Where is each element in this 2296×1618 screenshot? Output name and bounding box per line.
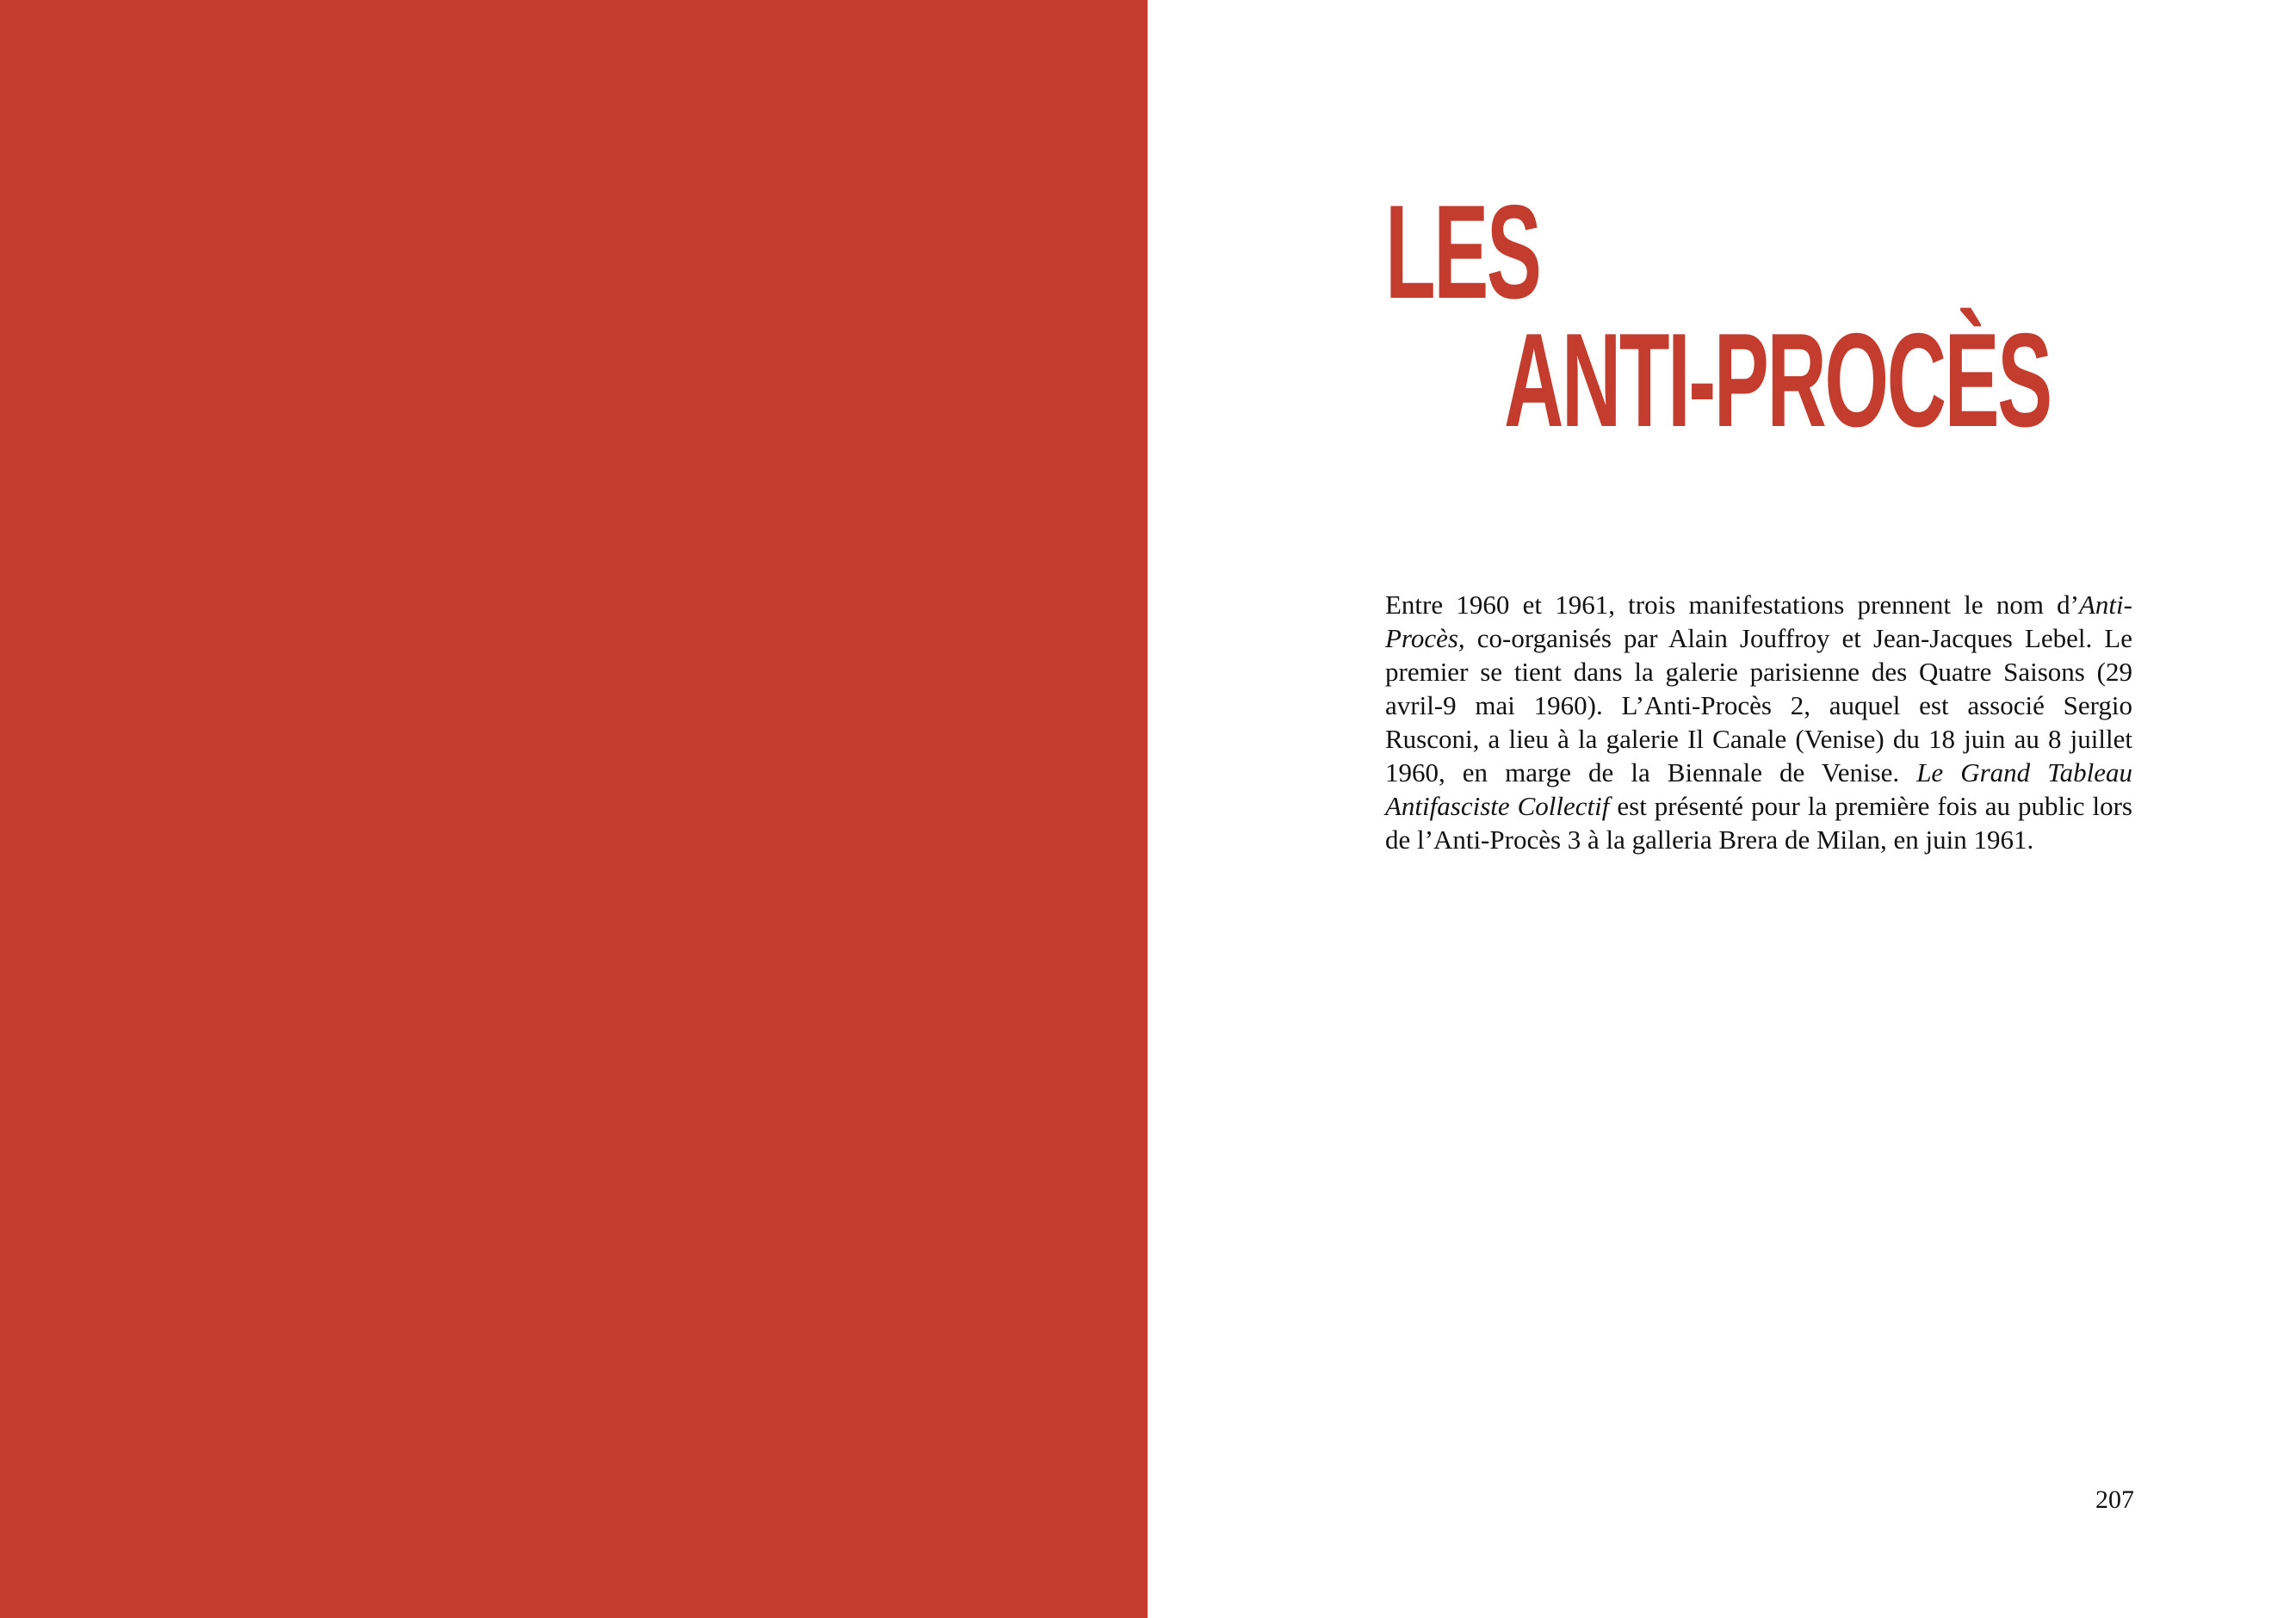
body-text-segment: Entre 1960 et 1961, trois manifestations prennent le nom d’: [1385, 590, 2079, 620]
body-text-segment: co-organisés par Alain Jouffroy et Jean-Jacques Lebel. Le premier se tient dans la galerie parisienne des Quatre Saisons (29 avril-9 mai 1960). L’Anti-Procès 2, auquel est associé Sergio Rusconi, a lieu à la galerie Il Canale (Venise) du 18 juin au 8 juillet 1960, en marge de la Biennale de Venise.: [1385, 623, 2132, 787]
body-paragraph: [1385, 588, 2132, 856]
body-text-italic-segment: Anti-Procès,: [1385, 590, 2132, 653]
body-text-segment: est présenté pour la première fois au public lors de l’Anti-Procès 3 à la galleria Brera de Milan, en juin 1961.: [1385, 791, 2132, 855]
page-title-line-2: ANTI-PROCÈS: [1504, 306, 2051, 454]
right-page: [1148, 0, 2296, 1618]
page-title-line-1: LES: [1385, 177, 1540, 326]
page-number: 207: [2095, 1485, 2134, 1514]
body-text-italic-segment: Le Grand Tableau Antifasciste Collectif: [1385, 757, 2132, 821]
